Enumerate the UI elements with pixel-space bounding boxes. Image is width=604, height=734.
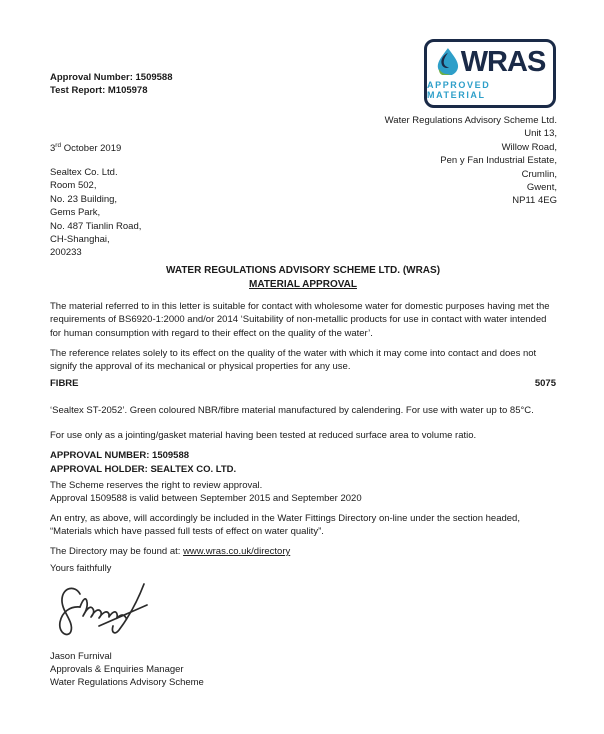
approval-number-line: Approval Number: 1509588: [50, 72, 173, 83]
approval-details: [50, 449, 556, 476]
address-line: Gwent,: [526, 182, 557, 194]
approved-material-label: APPROVED MATERIAL: [427, 80, 491, 101]
material-row: [50, 377, 556, 390]
paragraph-reference: The reference relates solely to its effect on the quality of the water with which it may come into contact and does not signify the approval of its mechanical or physical properties for any use.: [50, 347, 537, 373]
sender-address: [385, 114, 557, 208]
address-line: NP11 4EG: [512, 195, 557, 207]
address-line: No. 487 Tianlin Road,: [50, 220, 142, 232]
address-line: 200233: [50, 247, 82, 259]
paragraph-use-restriction: For use only as a jointing/gasket material having been tested at reduced surface area to volume ratio.: [50, 430, 477, 442]
address-line: CH-Shanghai,: [50, 234, 110, 246]
date-ordinal: rd: [55, 141, 62, 149]
test-report-line: Test Report: M105978: [50, 85, 148, 96]
closing-salutation: Yours faithfully: [50, 563, 112, 575]
signatory-org: Water Regulations Advisory Scheme: [50, 677, 204, 689]
paragraph-suitability: The material referred to in this letter is suitable for contact with wholesome water for domestic purposes having met the requirements of BS6920-1:2000 and/or 2014 ‘Suitability of non-metallic products for use in contact with water intended for human consumption with regard to their effect on the quality of the water’.: [50, 301, 550, 339]
signatory-block: [50, 650, 556, 690]
scheme-review-block: [50, 479, 556, 506]
paragraph-validity: Approval 1509588 is valid between September 2015 and September 2020: [50, 493, 362, 505]
title-line-2: MATERIAL APPROVAL: [249, 278, 357, 290]
address-line: Gems Park,: [50, 207, 101, 219]
approval-number-heading: APPROVAL NUMBER: 1509588: [50, 450, 190, 462]
address-line: Willow Road,: [501, 141, 557, 153]
signature-image: [54, 581, 556, 641]
address-line: Crumlin,: [521, 168, 557, 180]
letter-date: [50, 142, 121, 155]
address-line: Unit 13,: [524, 128, 557, 140]
address-line: No. 23 Building,: [50, 193, 118, 205]
approval-holder-heading: APPROVAL HOLDER: SEALTEX CO. LTD.: [50, 463, 237, 475]
address-line: Pen y Fan Industrial Estate,: [440, 155, 557, 167]
signatory-name: Jason Furnival: [50, 650, 112, 662]
address-line: Water Regulations Advisory Scheme Ltd.: [384, 115, 557, 126]
material-code: 5075: [534, 378, 556, 390]
letter-body: [50, 264, 556, 690]
directory-link[interactable]: www.wras.co.uk/directory: [183, 546, 291, 558]
recipient-address: [50, 166, 141, 260]
date-day: 3: [50, 143, 56, 154]
paragraph-review: The Scheme reserves the right to review approval.: [50, 479, 263, 491]
paragraph-material-description: ‘Sealtex ST-2052’. Green coloured NBR/fibre material manufactured by calendering. For use with water up to 85°C.: [50, 404, 534, 416]
wras-logo-text: WRAS: [460, 46, 546, 79]
water-drop-icon: [435, 47, 459, 79]
approval-meta: [50, 71, 173, 97]
wras-approved-material-logo: [424, 39, 556, 108]
address-line: Sealtex Co. Ltd.: [50, 167, 118, 178]
wras-logo-row: [435, 47, 546, 79]
directory-link-prefix: The Directory may be found at:: [50, 546, 184, 558]
paragraph-directory-link: [50, 545, 556, 558]
paragraph-directory-entry: An entry, as above, will accordingly be included in the Water Fittings Directory on-line under the section headed, “Materials which have passed full tests of effect on water quality”.: [50, 512, 520, 537]
date-rest: October 2019: [61, 143, 122, 154]
material-name: FIBRE: [50, 378, 79, 390]
letter-title: [50, 264, 556, 291]
title-line-1: WATER REGULATIONS ADVISORY SCHEME LTD. (WRAS): [165, 265, 441, 276]
address-line: Room 502,: [50, 180, 97, 192]
signatory-role: Approvals & Enquiries Manager: [50, 664, 184, 676]
